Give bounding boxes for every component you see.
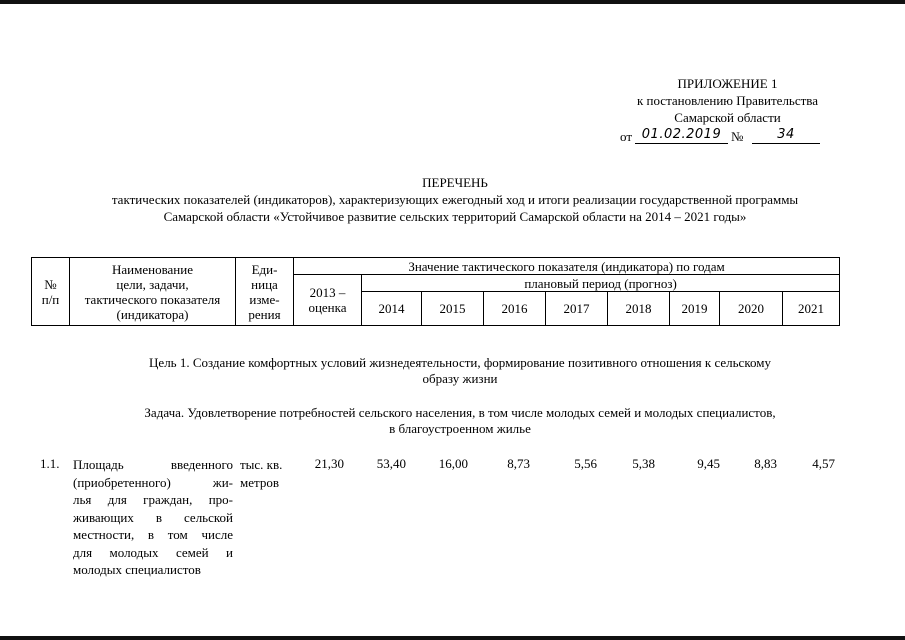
row-value-2019: 9,45 [697, 456, 720, 471]
row-unit: тыс. кв. метров [240, 457, 283, 490]
year-header: 2018 [608, 292, 670, 326]
year-header: 2020 [720, 292, 783, 326]
document-heading [40, 175, 870, 226]
row-indicator-name: Площадь введенного (приобретенного) жи- лья для граждан, про- живающих в сельской местности, в том числе для молодых семей и молодых специалистов [73, 457, 233, 577]
row-value-2021: 4,57 [812, 456, 835, 471]
scan-edge-top [0, 0, 905, 4]
col-header-name: Наименование цели, задачи, тактического показателя (индикатора) [70, 258, 236, 326]
col-header-num: № п/п [32, 258, 70, 326]
from-label: от [620, 129, 633, 144]
col-header-planned: плановый период (прогноз) [362, 275, 840, 292]
year-header: 2019 [670, 292, 720, 326]
appendix-block [585, 76, 870, 127]
row-value-2016: 8,73 [507, 456, 530, 471]
indicator-row [0, 456, 905, 586]
appendix-line: к постановлению Правительства [636, 93, 819, 108]
task-heading: Задача. Удовлетворение потребностей сельского населения, в том числе молодых семей и молодых специалистов, в благоустроенном жилье [144, 405, 776, 436]
appendix-line: Самарской области [674, 110, 781, 125]
row-number: 1.1. [40, 456, 60, 471]
year-header: 2021 [783, 292, 840, 326]
row-value-2017: 5,56 [574, 456, 597, 471]
row-value-2013: 21,30 [314, 456, 344, 471]
scan-edge-bottom [0, 636, 905, 640]
year-header: 2015 [422, 292, 484, 326]
year-header: 2017 [546, 292, 608, 326]
row-value-2015: 16,00 [438, 456, 468, 471]
col-header-estimate: 2013 – оценка [294, 275, 362, 326]
appendix-title: ПРИЛОЖЕНИЕ 1 [677, 76, 778, 91]
heading-line: Самарской области «Устойчивое развитие сельских территорий Самарской области на 2014 – 2021 годы» [163, 209, 747, 224]
goal-heading: Цель 1. Создание комфортных условий жизнедеятельности, формирование позитивного отношения к сельскому образу жизни [149, 355, 771, 386]
appendix-signature-line [620, 129, 840, 147]
handwritten-date: 01.02.2019 [635, 127, 728, 144]
heading-line: тактических показателей (индикаторов), характеризующих ежегодный ход и итоги реализации государственной программы [111, 192, 799, 207]
col-header-values: Значение тактического показателя (индикатора) по годам [294, 258, 840, 275]
handwritten-number: 34 [752, 127, 820, 144]
row-value-2020: 8,83 [754, 456, 777, 471]
col-header-unit: Еди- ница изме- рения [236, 258, 294, 326]
row-value-2014: 53,40 [376, 456, 406, 471]
year-header: 2014 [362, 292, 422, 326]
heading-title: ПЕРЕЧЕНЬ [422, 175, 488, 190]
indicators-table-header [31, 257, 840, 326]
year-header: 2016 [484, 292, 546, 326]
number-label: № [731, 129, 744, 144]
row-value-2018: 5,38 [632, 456, 655, 471]
